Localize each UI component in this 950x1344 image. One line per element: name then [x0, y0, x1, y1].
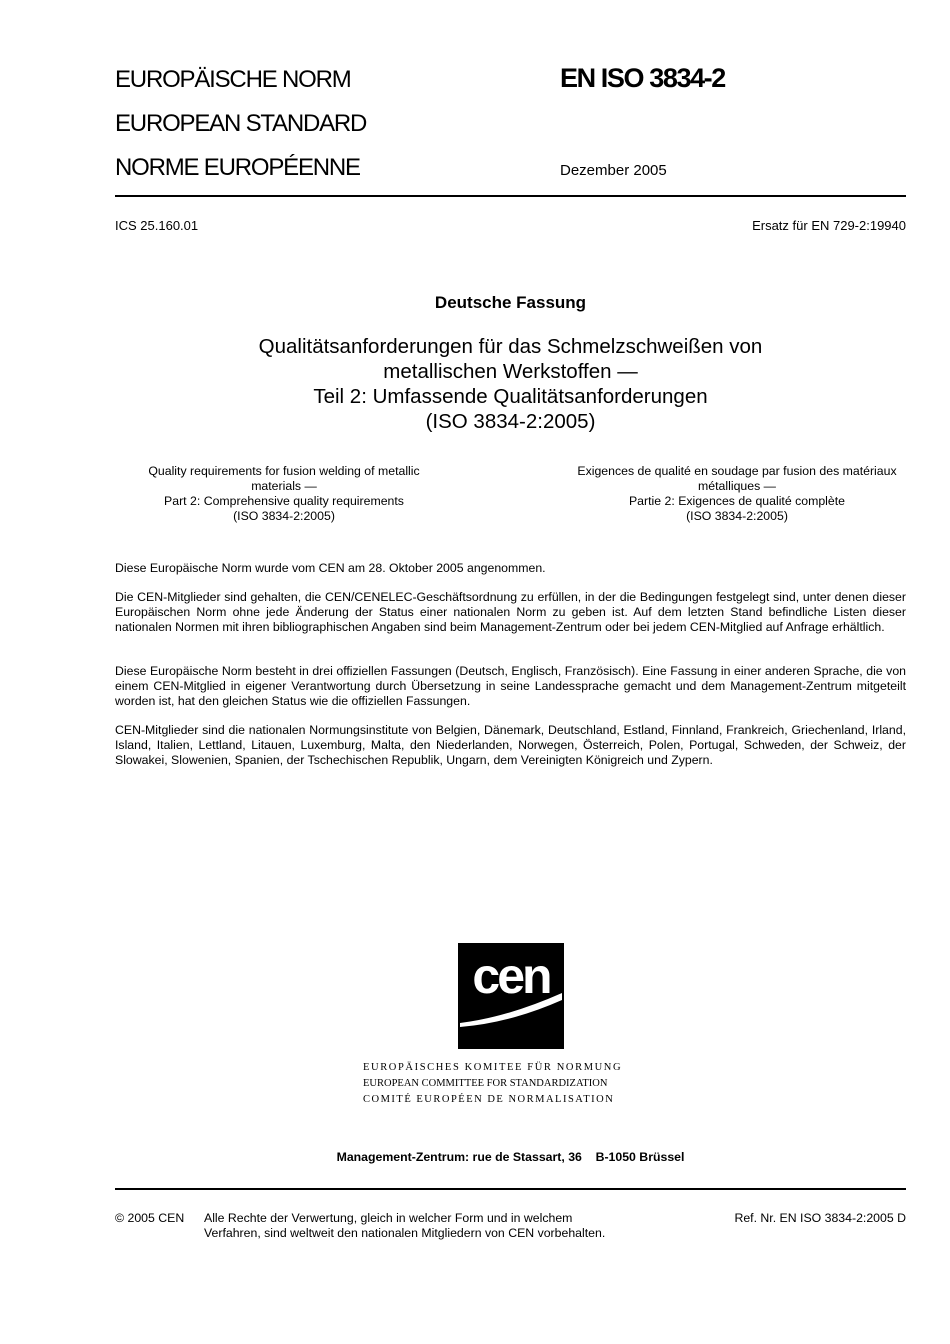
ics-code: ICS 25.160.01 — [115, 218, 199, 233]
version-label: Deutsche Fassung — [434, 293, 587, 312]
title-fr-line: Exigences de qualité en soudage par fusion des matériaux — [577, 464, 897, 478]
title-french: NORME EUROPÉENNE — [115, 154, 360, 181]
footer-divider — [115, 1188, 906, 1190]
standard-number: EN ISO 3834-2 — [560, 63, 725, 93]
document-title — [115, 334, 906, 434]
members-paragraph: CEN-Mitglieder sind die nationalen Normungsinstitute von Belgien, Dänemark, Deutschland, Estland, Finnland, Frankreich, Griechenland, Irland, Island, Italien, Lettland, Litauen, Luxemburg, Malta, den Niederlanden, Norwegen, Österreich, Polen, Portugal, Schweden, der Schweiz, der Slowakei, Slowenien, Spanien, der Tschechischen Republik, Ungarn, dem Vereinigten Königreich und Zypern. — [115, 723, 906, 767]
title-english-translation — [119, 464, 449, 524]
header-divider — [115, 195, 906, 197]
title-line: Qualitätsanforderungen für das Schmelzschweißen von — [258, 335, 763, 358]
title-line: (ISO 3834-2:2005) — [425, 410, 596, 433]
cen-name-french: COMITÉ EUROPÉEN DE NORMALISATION — [363, 1094, 615, 1105]
title-german: EUROPÄISCHE NORM — [115, 66, 351, 93]
versions-paragraph: Diese Europäische Norm besteht in drei offiziellen Fassungen (Deutsch, Englisch, Französisch). Eine Fassung in einer anderen Sprache, die von einem CEN-Mitglied in eigener Verantwortung durch Übersetzung in seine Landessprache gemacht und dem Management-Zentrum mitgeteilt worden ist, hat den gleichen Status wie die offiziellen Fassungen. — [115, 664, 906, 708]
title-english: EUROPEAN STANDARD — [115, 110, 367, 137]
cen-name-german: EUROPÄISCHES KOMITEE FÜR NORMUNG — [363, 1062, 623, 1073]
title-fr-line: Partie 2: Exigences de qualité complète — [628, 494, 845, 508]
rights-notice — [204, 1211, 605, 1241]
management-address: Management-Zentrum: rue de Stassart, 36 B-1050 Brüssel — [336, 1150, 685, 1164]
copyright: © 2005 CEN — [115, 1211, 185, 1225]
title-french-translation — [572, 464, 902, 524]
cen-logo-text: cen — [472, 948, 550, 1004]
supersedes-note: Ersatz für EN 729-2:19940 — [752, 218, 906, 233]
cen-name-english: EUROPEAN COMMITTEE FOR STANDARDIZATION — [363, 1078, 608, 1089]
title-en-line: Part 2: Comprehensive quality requirements — [164, 494, 404, 508]
rights-line: Alle Rechte der Verwertung, gleich in welcher Form und in welchem — [204, 1211, 573, 1225]
cen-logo — [458, 943, 564, 1049]
title-line: metallischen Werkstoffen — — [383, 360, 638, 383]
title-en-line: Quality requirements for fusion welding of metallic — [148, 464, 420, 478]
rights-line: Verfahren, sind weltweit den nationalen Mitgliedern von CEN vorbehalten. — [204, 1226, 606, 1240]
obligations-paragraph: Die CEN-Mitglieder sind gehalten, die CEN/CENELEC-Geschäftsordnung zu erfüllen, in der die Bedingungen festgelegt sind, unter denen dieser Europäischen Norm ohne jede Änderung der Status einer nationalen Norm zu geben ist. Auf dem letzten Stand befindliche Listen dieser nationalen Normen mit ihren bibliographischen Angaben sind beim Management-Zentrum oder bei jedem CEN-Mitglied auf Anfrage erhältlich. — [115, 590, 906, 634]
title-fr-line: (ISO 3834-2:2005) — [686, 509, 788, 523]
adoption-paragraph: Diese Europäische Norm wurde vom CEN am 28. Oktober 2005 angenommen. — [115, 561, 546, 575]
title-line: Teil 2: Umfassende Qualitätsanforderungen — [313, 385, 708, 408]
title-en-line: (ISO 3834-2:2005) — [233, 509, 335, 523]
reference-number: Ref. Nr. EN ISO 3834-2:2005 D — [734, 1211, 906, 1225]
publication-date: Dezember 2005 — [560, 162, 667, 179]
title-en-line: materials — — [251, 479, 317, 493]
title-fr-line: métalliques — — [698, 479, 776, 493]
